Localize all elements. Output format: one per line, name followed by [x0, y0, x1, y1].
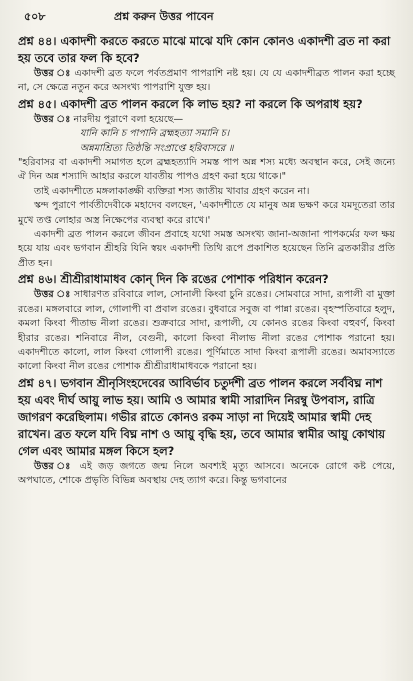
answer-47	[18, 460, 395, 489]
answer-label: উত্তর ঃ	[34, 289, 71, 301]
answer-text: সাধারণত রবিবারে লাল, সোনালী কিংবা চুনি রঙের। সোমবারে সাদা, রূপালী বা মুক্তা রঙের। মঙ্গলবারে লাল, গোলাপী বা প্রবাল রঙের। বুধবারে সবুজ বা পান্না রঙের। বৃহস্পতিবারে হলুদ, কমলা কিংবা পীতাভ নীলা রঙের। শুক্রবারে সাদা, রূপালী, যে কোনও রঙের কিংবা বহুবর্ণ, কিংবা হীরার রঙের। শনিবারে নীল, বেগুনী, কালো কিংবা নীলাভ নীলা রঙের পোশাক পরানো হয়। একাদশীতে কালো, লাল কিংবা গোলাপী রঙের। পূর্ণিমাতে সাদা কিংবা রূপালী রঙের। অমাবস্যাতে কালো কিংবা নীল রঙের পোশাক শ্রীশ্রীরাধামাধবকে পরানো হয়।	[18, 289, 395, 373]
question-label: প্রশ্ন ৪৬।	[18, 272, 57, 287]
question-45	[18, 96, 395, 113]
answer-text: একাদশী ব্রত ফলে পর্বতপ্রমাণ পাপরাশি নষ্ট হয়। যে যে একাদশীব্রত পালন করা হচ্ছে না, সে ক্ষেত্রে নতুন করে অসংখ্য পাপরাশি যুক্ত হয়।	[18, 68, 395, 94]
answer-label: উত্তর ঃ	[34, 460, 74, 472]
answer-45-paragraph-3: একাদশী ব্রত পালন করলে জীবন প্রবাহে যথো সমস্ত অসংখ্য জানা-অজানা পাপকর্মের ফল ক্ষয় হয়ে যায় এবং ভগবান শ্রীহরি যিনি স্বয়ং একাদশী তিথি রূপে প্রকাশিত হয়েছেন তিনি ব্রতকারীর প্রতি প্রীত হন।	[18, 229, 395, 269]
answer-45-paragraph-1: তাই একাদশীতে মঙ্গলাকাঙ্ক্ষী ব্যক্তিরা শস্য জাতীয় খাবার গ্রহণ করেন না।	[34, 185, 310, 197]
answer-label: উত্তর ঃ	[34, 113, 71, 125]
question-46	[18, 271, 395, 288]
sanskrit-verse-line-2: অন্নমাশ্রিত্য তিষ্ঠন্তি সংপ্রাপ্তে হরিবাসরে ॥	[80, 142, 234, 154]
sanskrit-verse-line-1: যানি কানি চ পাপানি ব্রহ্মহত্যা সমানি চ।	[80, 128, 230, 140]
question-text: একাদশী করতে করতে মাঝে মাঝে যদি কোন কোনও একাদশী ব্রত না করা হয় তবে তার ফল কি হবে?	[18, 34, 391, 65]
question-label: প্রশ্ন ৪৭।	[18, 375, 57, 390]
answer-46	[18, 288, 395, 374]
question-label: প্রশ্ন ৪৪।	[18, 34, 57, 48]
running-title: প্রশ্ন করুন উত্তর পাবেন	[114, 10, 214, 23]
answer-label: উত্তর ঃ	[34, 68, 71, 79]
question-label: প্রশ্ন ৪৫।	[18, 96, 57, 111]
answer-text: নারদীয় পুরাণে বলা হয়েছে—	[73, 113, 184, 125]
answer-45-paragraph-2: স্কন্দ পুরাণে পার্বতীদেবীকে মহাদেব বলছেন, 'একাদশীতে যে মানুষ অন্ন ভক্ষণ করে যমদূতেরা তার মুখে তপ্ত লোহার অস্ত্র নিক্ষেপের ব্যবস্থা করে রাখে।'	[18, 200, 395, 226]
page-header	[18, 8, 395, 27]
question-text: একাদশী ব্রত পালন করলে কি লাভ হয়? না করলে কি অপরাধ হয়?	[60, 96, 363, 111]
question-text: শ্রীশ্রীরাধামাধব কোন্ দিন কি রঙের পোশাক পরিধান করেন?	[60, 272, 329, 287]
answer-44	[18, 67, 395, 96]
question-47	[18, 375, 395, 460]
question-44	[18, 33, 395, 67]
answer-text: এই জড় জগতে জন্ম নিলে অবশ্যই মৃত্যু আসবে। অনেকে রোগে কষ্ট পেয়ে, অপঘাতে, শোকে প্রভৃতি বিভিন্ন অবস্থায় দেহ ত্যাগ করে। কিন্তু ভগবানের	[18, 460, 395, 487]
question-text: ভগবান শ্রীনৃসিংহদেবের আবির্ভাব চতুর্দশী ব্রত পালন করলে সর্ববিঘ্ন নাশ হয় এবং দীর্ঘ আয়ু লাভ হয়। আমি ও আমার স্বামী সারাদিন নিরম্বু উপবাস, রাত্রি জাগরণ করেছিলাম। গভীর রাতে কোনও রকম সাড়া না দিয়েই আমার স্বামী দেহ রাখেন। ব্রত ফলে যদি বিঘ্ন নাশ ও আয়ু বৃদ্ধি হয়, তবে আমার স্বামীর আয়ু কোথায় গেল এবং আমার মঙ্গল কিসে হল?	[18, 375, 386, 458]
verse-translation: "হরিবাসর বা একাদশী সমাগত হলে ব্রহ্মহত্যাদি সমস্ত পাপ অন্ন শস্য মধ্যে অবস্থান করে, সেই জন্যে ঐ দিন অন্ন শস্যাদি আহার করলে যাবতীয় পাপও গ্রহণ করা হয়ে থাকে।"	[18, 157, 395, 183]
answer-45-intro	[18, 113, 395, 127]
page-number: ৫০৮	[24, 10, 46, 23]
